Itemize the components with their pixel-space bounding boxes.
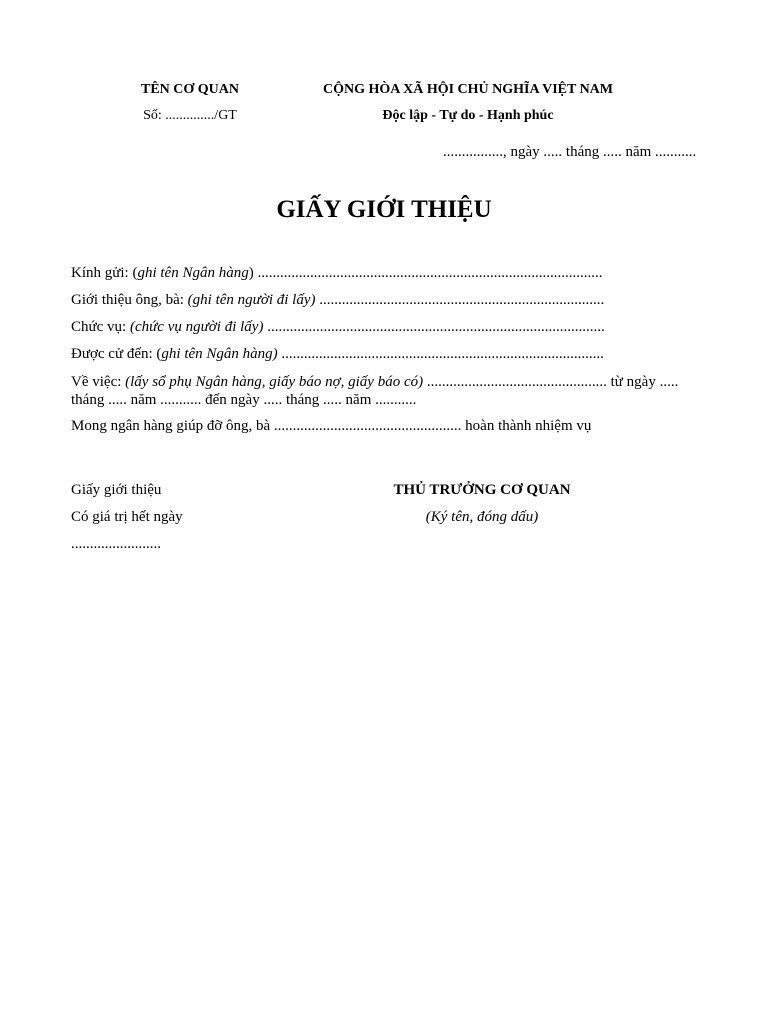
cu-den-line	[71, 346, 604, 363]
head-of-agency-title: THỦ TRƯỞNG CƠ QUAN	[393, 482, 571, 498]
page-title: GIẤY GIỚI THIỆU	[276, 196, 492, 223]
chuc-vu-hint: (chức vụ người đi lấy)	[129, 319, 264, 335]
kinh-gui-line	[71, 265, 602, 282]
gioi-thieu-line	[71, 292, 604, 309]
ve-viec-paragraph	[71, 373, 693, 409]
document-number: Số: ............../GT	[143, 108, 237, 123]
mong-ngan-hang-line: Mong ngân hàng giúp đỡ ông, bà .................................................. hoàn thành nhiệm vụ	[71, 418, 592, 434]
gioi-thieu-label: Giới thiệu ông, bà:	[71, 292, 188, 308]
chuc-vu-line	[71, 319, 605, 336]
cu-den-label: Được cử đến: (	[71, 346, 162, 362]
validity-line-1: Giấy giới thiệu	[71, 482, 162, 498]
kinh-gui-label: Kính gửi: (	[71, 265, 138, 281]
republic-heading: CỘNG HÒA XÃ HỘI CHỦ NGHĨA VIỆT NAM	[322, 82, 613, 97]
chuc-vu-dots: ..........................................................................................	[263, 319, 605, 335]
motto-heading: Độc lập - Tự do - Hạnh phúc	[382, 108, 554, 123]
chuc-vu-label: Chức vụ:	[71, 319, 130, 335]
gioi-thieu-dots: ............................................................................	[315, 292, 605, 308]
kinh-gui-dots: ) ............................................................................................	[248, 265, 603, 281]
ve-viec-label: Về việc:	[71, 374, 126, 390]
validity-line-3: ........................	[71, 536, 161, 552]
ve-viec-dots: ................................................ từ ngày ..... tháng ..... năm ........... đến ngày ..... tháng ..... năm ...........	[71, 374, 679, 408]
cu-den-hint: ghi tên Ngân hàng)	[161, 346, 278, 362]
validity-line-2: Có giá trị hết ngày	[71, 509, 183, 525]
date-line: ................, ngày ..... tháng ..... năm ...........	[443, 144, 697, 160]
cu-den-dots: ......................................................................................	[277, 346, 604, 362]
agency-name: TÊN CƠ QUAN	[140, 82, 239, 97]
ve-viec-hint: (lấy sổ phụ Ngân hàng, giấy báo nợ, giấy báo có)	[125, 374, 424, 390]
kinh-gui-hint: ghi tên Ngân hàng	[137, 265, 249, 281]
signature-note: (Ký tên, đóng dấu)	[425, 509, 539, 525]
gioi-thieu-hint: (ghi tên người đi lấy)	[187, 292, 316, 308]
